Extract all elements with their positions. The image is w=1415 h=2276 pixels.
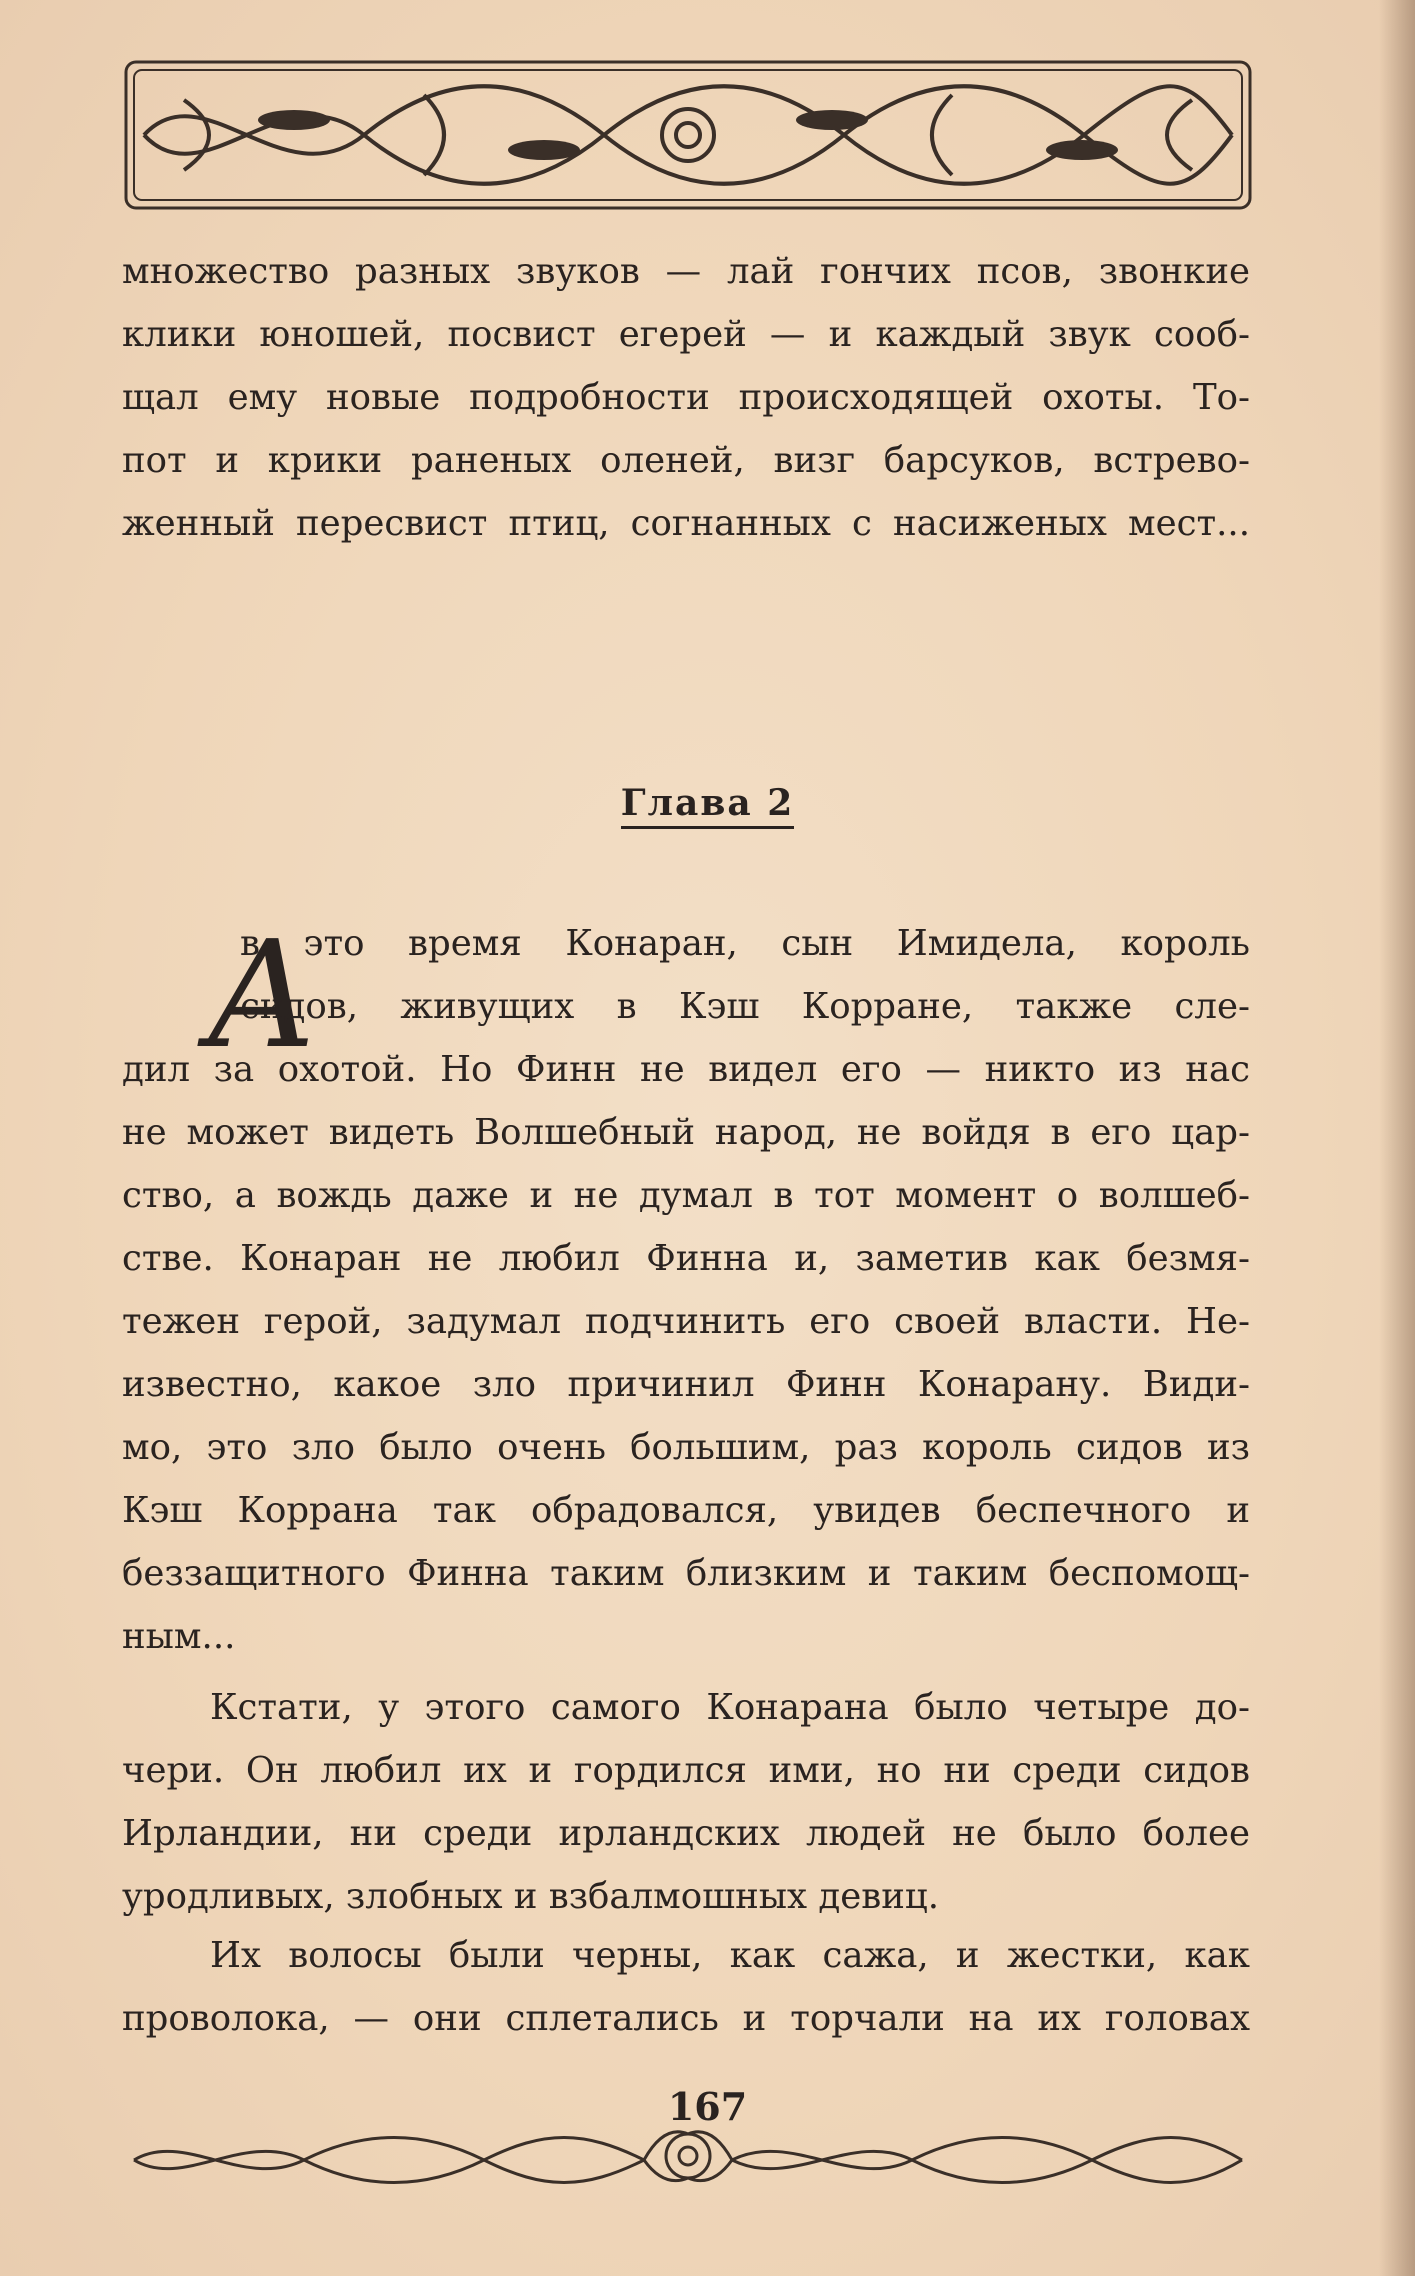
paragraph-2: [122, 1676, 1250, 1928]
text-line: ство, а вождь даже и не думал в тот момент о волшеб-: [122, 1175, 1250, 1216]
text-line: дил за охотой. Но Финн не видел его — никто из нас: [122, 1049, 1250, 1090]
text-line: Их волосы были черны, как сажа, и жестки, как: [210, 1935, 1250, 1976]
chapter-title: [0, 782, 1415, 824]
text-line: Кстати, у этого самого Конарана было четыре до-: [210, 1687, 1250, 1728]
text-line: Кэш Коррана так обрадовался, увидев беспечного и: [122, 1490, 1250, 1531]
text-line: ным...: [122, 1616, 236, 1657]
text-line: Ирландии, ни среди ирландских людей не было более: [122, 1813, 1250, 1854]
text-line: чери. Он любил их и гордился ими, но ни среди сидов: [122, 1750, 1250, 1791]
drop-cap: А: [206, 909, 319, 1081]
text-line: клики юношей, посвист егерей — и каждый звук сооб-: [122, 314, 1250, 355]
text-line: пот и крики раненых оленей, визг барсуков, встрево-: [122, 440, 1250, 481]
chapter-title-text: Глава 2: [621, 782, 795, 829]
text-line: беззащитного Финна таким близким и таким беспомощ-: [122, 1553, 1250, 1594]
text-line: известно, какое зло причинил Финн Конарану. Види-: [122, 1364, 1250, 1405]
text-line: стве. Конаран не любил Финна и, заметив как безмя-: [122, 1238, 1250, 1279]
paragraph-1: [122, 909, 1250, 1668]
text-line: тежен герой, задумал подчинить его своей власти. Не-: [122, 1301, 1250, 1342]
spine-shadow: [1379, 0, 1415, 2276]
text-line: проволока, — они сплетались и торчали на их головах: [122, 1998, 1250, 2039]
text-line: уродливых, злобных и взбалмошных девиц.: [122, 1876, 939, 1917]
text-line: женный пересвист птиц, согнанных с насиженых мест...: [122, 503, 1250, 544]
page-number: 167: [667, 2084, 748, 2129]
text-line: мо, это зло было очень большим, раз король сидов из: [122, 1427, 1250, 1468]
text-line: не может видеть Волшебный народ, не войдя в его цар-: [122, 1112, 1250, 1153]
header-ornament-icon: [124, 60, 1252, 210]
text-line: в это время Конаран, сын Имидела, король: [240, 923, 1250, 964]
text-line: сидов, живущих в Кэш Корране, также сле-: [240, 986, 1250, 1027]
paragraph-3: [122, 1924, 1250, 2050]
text-line: множество разных звуков — лай гончих псов, звонкие: [122, 251, 1250, 292]
text-line: щал ему новые подробности происходящей охоты. То-: [122, 377, 1250, 418]
footer-ornament-icon: [124, 2110, 1252, 2190]
top-paragraph: [122, 240, 1250, 555]
